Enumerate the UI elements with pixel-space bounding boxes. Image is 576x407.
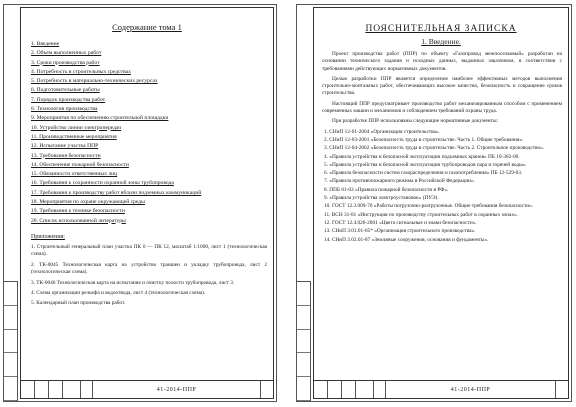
norm-item: 10. ГОСТ 12.3.009-76 «Работы погрузочно-разгрузочные. Общие требования безопасности».	[324, 203, 534, 210]
norm-item: 14. СНиП 3.02.01-87 «Земляные сооружения, основания и фундаменты».	[324, 236, 489, 243]
toc-item: 5. Потребность в материально-технических ресурсах	[31, 78, 158, 85]
norm-item: 9. «Правила устройства электроустановок» (ПУЭ).	[324, 195, 439, 202]
title-block	[314, 380, 568, 398]
norm-item: 5. «Правила устройства и безопасной эксплуатации трубопроводов пара и горячей воды».	[324, 161, 527, 168]
paragraph: При разработке ППР использованы следующие нормативные документы:	[332, 118, 498, 125]
norm-item: 8. ППБ 01-03 «Правила пожарной безопасности в РФ».	[324, 186, 449, 193]
toc-item: 11. Производственные мероприятия	[31, 133, 117, 140]
norms-list	[314, 129, 568, 244]
page-frame	[313, 7, 569, 399]
toc-item: 1. Введение	[31, 41, 60, 47]
toc-item: 17. Требования к производству работ вблизи подземных коммуникаций	[31, 189, 202, 196]
appendix-item: 3. ТК-0046 Технологическая карта на испытание и очистку полости трубопровода, лист 3.	[31, 279, 235, 286]
norm-item: 12. ГОСТ 12.4.026-2001 «Цвета сигнальные и знаки безопасности».	[324, 219, 477, 226]
norm-item: 11. ВСН 31-81 «Инструкция по производству строительных работ в охранных зонах».	[324, 211, 518, 218]
page-title: Содержание тома 1	[112, 22, 182, 32]
toc-item: 10. Устройство линии электропередач	[31, 124, 122, 131]
norm-item: 13. СНиП 3.01.01-85* «Организация строительного производства».	[324, 228, 476, 235]
norm-item: 4. «Правила устройства и безопасной эксплуатации подъемных кранов» ПБ 10-382-00.	[324, 153, 520, 160]
title-block	[21, 380, 273, 398]
side-stamp-strip	[297, 281, 311, 401]
document-code: 41-2014-ППР	[450, 387, 491, 393]
paragraph: Целью разработки ППР является определение наиболее эффективных методов выполнения строительно-монтажных работ, обеспечивающих высокое качество, безопасность и сокращение сроков строительства.	[322, 75, 562, 97]
side-stamp-strip	[4, 281, 18, 401]
paragraph: Настоящий ППР предусматривает производство работ механизированным способом с применением современных машин и механизмов и соблюдением требований охраны труда.	[322, 100, 562, 115]
page-title: ПОЯСНИТЕЛЬНАЯ ЗАПИСКА	[365, 24, 517, 34]
appendix-item: 4. Схема организации рельефа и водоотвода, лист 4 (технологическая схема).	[31, 289, 206, 296]
toc-item: 19. Требования к технике безопасности	[31, 208, 125, 215]
toc-item: 8. Технология производства	[31, 106, 98, 113]
norm-item: 1. СНиП 12-01-2004 «Организация строительства».	[324, 128, 440, 135]
norm-item: 3. СНиП 12-04-2002 «Безопасность труда в строительстве. Часть 2. Строительное производство».	[324, 145, 545, 152]
toc-item: 3. Сроки производства работ	[31, 59, 100, 66]
appendix-item: 5. Календарный план производства работ.	[31, 300, 126, 307]
toc-item: 6. Подготовительные работы	[31, 87, 100, 94]
appendix-list	[21, 244, 273, 308]
section-title: 1. Введение.	[421, 37, 461, 46]
toc-item: 4. Потребность в строительных средствах	[31, 68, 131, 75]
toc-item: 14. Обеспечение пожарной безопасности	[31, 161, 129, 168]
intro-paragraphs	[314, 51, 568, 126]
toc-item: 2. Объем выполненных работ	[31, 50, 102, 57]
toc-item: 18. Мероприятия по охране окружающей среды	[31, 199, 145, 206]
toc-item: 16. Требования к сохранности охранной зоны трубопровода	[31, 180, 174, 187]
norm-item: 7. «Правила противопожарного режима в Российской Федерации».	[324, 178, 475, 185]
norm-item: 6. «Правила безопасности систем газораспределения и газопотребления» ПБ 12-529-03.	[324, 170, 523, 177]
norm-item: 2. СНиП 12-03-2001 «Безопасность труда в строительстве. Часть 1. Общие требования».	[324, 136, 524, 143]
page-frame	[20, 7, 274, 399]
toc-item: 20. Список использованной литературы	[31, 217, 126, 224]
table-of-contents	[21, 40, 273, 226]
toc-item: 15. Обязанности ответственных лиц	[31, 171, 118, 178]
toc-item: 12. Испытание участка ППР	[31, 143, 99, 150]
toc-item: 9. Мероприятия по обеспечению строительной площадки	[31, 115, 169, 122]
appendix-item: 2. ТК-0045 Технологическая карта на устройство траншеи и укладку трубопровода, лист 2 (технологическая схема).	[31, 261, 267, 276]
left-page	[3, 4, 277, 402]
right-page	[296, 4, 572, 402]
toc-item: 7. Порядок производства работ	[31, 96, 106, 103]
toc-item: 13. Требования безопасности	[31, 152, 101, 159]
paragraph: Проект производства работ (ППР) по объекту «Газопровод межпоселковый» разработан на основании технического задания и исходных данных, выданных заказчиком, в соответствии с требованиями действующих нормативных документов.	[322, 51, 562, 72]
appendix-label: Приложения:	[31, 233, 65, 240]
appendix-item: 1. Строительный генеральный план участка ПК 0 — ПК 12, масштаб 1:1000, лист 1 (технологическая схема).	[31, 243, 267, 258]
document-code: 41-2014-ППР	[156, 387, 197, 393]
